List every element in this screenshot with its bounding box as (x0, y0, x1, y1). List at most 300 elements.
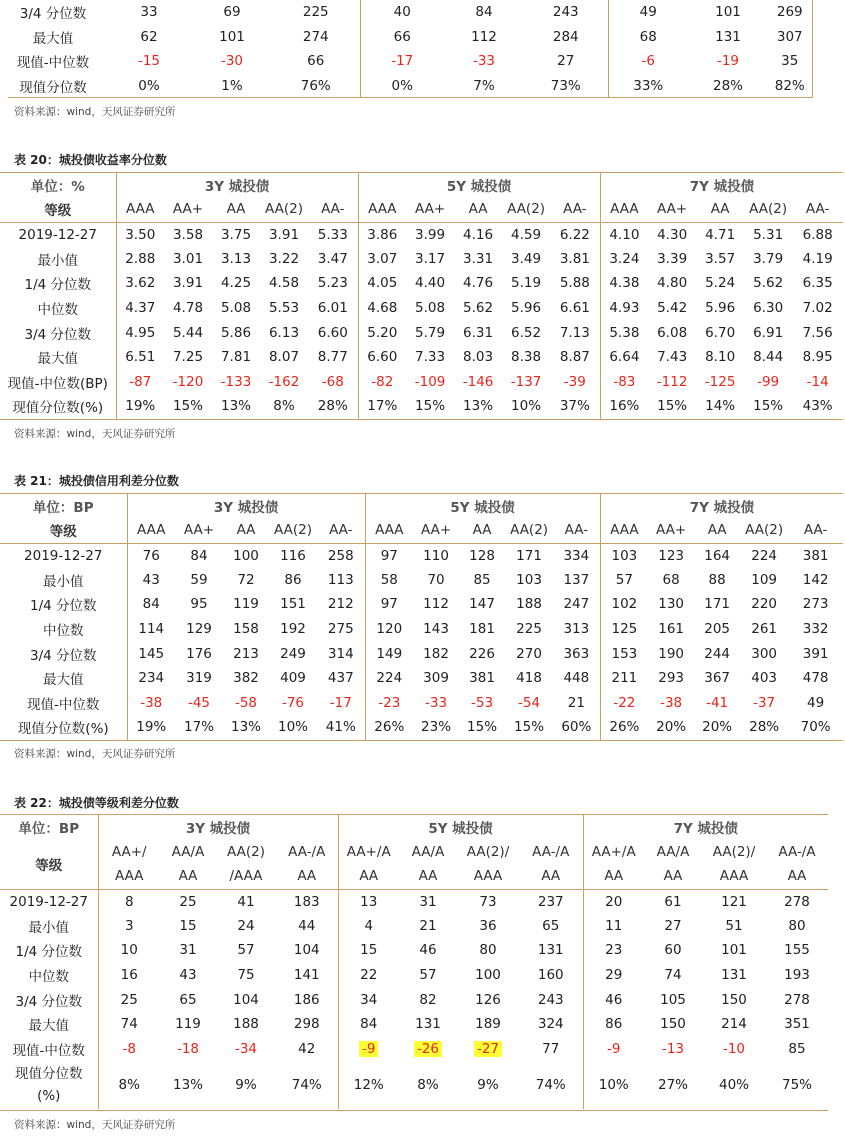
grade-header: AA- (317, 518, 365, 543)
table-cell: 131 (715, 28, 741, 45)
group-header: 7Y 城投债 (600, 493, 843, 518)
row-label: 现值分位数(%) (12, 400, 104, 417)
grade-header: AA (694, 518, 740, 543)
grade-header: AA (766, 864, 828, 889)
table-cell: -83 (600, 370, 648, 395)
table-cell: 258 (327, 547, 354, 564)
table-cell: 226 (469, 645, 495, 662)
table-cell: 6.60 (317, 324, 348, 341)
table-cell: 57 (237, 942, 255, 959)
table-cell: 82% (774, 77, 805, 94)
table-row (0, 271, 843, 296)
row-label: 2019-12-27 (9, 893, 88, 910)
table-cell: -18 (176, 1040, 200, 1057)
group-header: 3Y 城投债 (98, 814, 338, 839)
table-cell: 15 (179, 917, 197, 934)
table-cell: 66 (360, 25, 444, 50)
row-label: 2019-12-27 (18, 226, 97, 243)
group-header: 5Y 城投债 (365, 493, 600, 518)
grade-header: AA/A (656, 843, 690, 860)
row-label: 现值-中位数(BP) (7, 375, 108, 392)
table-cell: 5.88 (559, 275, 590, 292)
grade-label: 等级 (0, 518, 127, 543)
table-cell: 5.20 (358, 320, 406, 345)
group-header: 7Y 城投债 (583, 814, 828, 839)
grade-header: AA(2) (502, 197, 550, 222)
table-cell: 5.33 (317, 226, 348, 243)
row-label: 最大值 (37, 351, 78, 368)
grade-header: AA(2)/ (466, 843, 510, 860)
table-cell: -68 (321, 373, 344, 390)
table-cell: 0% (360, 74, 444, 99)
table-cell: 3.58 (172, 226, 204, 243)
grade-header: AA(2) (740, 518, 788, 543)
table-cell: 84 (127, 592, 175, 617)
table-cell: 113 (327, 571, 354, 588)
table-cell (338, 1037, 399, 1062)
table-cell: 23 (583, 938, 644, 963)
table-cell: 26% (365, 715, 413, 740)
table-cell: 8% (417, 1077, 439, 1094)
table-cell: 224 (365, 666, 413, 691)
table-cell: 73% (550, 77, 581, 94)
table-cell: 381 (469, 670, 495, 687)
table-cell: 123 (658, 547, 685, 564)
table-cell: 131 (415, 1016, 441, 1033)
table-cell: 7.56 (802, 324, 833, 341)
table-cell: 15% (514, 719, 545, 736)
table-row (0, 617, 843, 642)
table-row (0, 1061, 828, 1109)
table-cell: -37 (753, 694, 776, 711)
table-cell: 112 (471, 28, 497, 45)
table-cell: 332 (802, 621, 829, 638)
table-cell: 85 (788, 1040, 806, 1057)
top-partial-table (0, 0, 812, 98)
table-cell: 3.22 (268, 250, 300, 267)
table-cell: -13 (661, 1040, 685, 1057)
table-cell: 7.25 (172, 349, 204, 366)
table-cell: 182 (423, 645, 449, 662)
table-cell: 4.71 (705, 226, 736, 243)
unit-label: 单位：BP (18, 820, 80, 837)
table-cell: 12% (338, 1061, 399, 1109)
table-cell: 141 (293, 967, 320, 984)
table-cell: 125 (600, 617, 648, 642)
table-cell: 21 (419, 917, 437, 934)
table-cell: 298 (293, 1016, 320, 1033)
table-cell: 57 (419, 967, 437, 984)
grade-header-row-1 (0, 839, 828, 864)
table-cell: 28% (317, 398, 348, 415)
table-cell: 6.91 (753, 324, 784, 341)
table-cell: 188 (233, 1016, 259, 1033)
grade-header: AA- (792, 197, 843, 222)
table-cell: 319 (186, 670, 212, 687)
table-cell: 313 (563, 621, 590, 638)
grade-label: 等级 (0, 197, 116, 222)
table-cell: 15% (753, 398, 784, 415)
grade-header: AAA (358, 197, 406, 222)
table-cell: 193 (784, 967, 810, 984)
table-cell: 61 (664, 893, 682, 910)
table-cell: 126 (475, 991, 501, 1008)
table-cell: 6.08 (657, 324, 688, 341)
table-cell: 101 (715, 4, 741, 21)
table-bottom-rule (0, 419, 843, 420)
grade-header: AAA (457, 864, 519, 889)
table-cell: 3.86 (358, 222, 406, 247)
table-cell: 129 (186, 621, 212, 638)
table-cell: 13% (172, 1077, 203, 1094)
table-row (0, 1012, 828, 1037)
grade-header: AAA (365, 518, 413, 543)
table-cell: 274 (302, 28, 329, 45)
grade-header: AAA (98, 864, 160, 889)
table-row (0, 394, 843, 419)
table20-section (0, 172, 843, 419)
table-title: 表 22：城投债等级利差分位数 (14, 796, 179, 810)
table-cell: 307 (776, 28, 803, 45)
table22-section (0, 814, 828, 1109)
table-cell: 3.91 (172, 275, 204, 292)
table-cell: -38 (127, 691, 175, 716)
row-label: 1/4 分位数 (24, 277, 92, 294)
table-cell: 145 (127, 641, 175, 666)
table-cell: 284 (552, 28, 579, 45)
table-cell: 478 (802, 670, 829, 687)
table-cell: 4.76 (463, 275, 494, 292)
table-row (0, 938, 828, 963)
grade-header: AA (459, 518, 505, 543)
table-cell: 8% (98, 1061, 160, 1109)
table-cell: 49 (807, 694, 825, 711)
table-cell: 0% (138, 77, 160, 94)
table-cell: -38 (660, 694, 683, 711)
table-cell: 382 (233, 670, 259, 687)
row-label: 中位数 (37, 302, 78, 319)
table-cell: 100 (233, 547, 259, 564)
table-cell: 153 (600, 641, 648, 666)
table-cell: 80 (788, 917, 806, 934)
table-cell: 27 (664, 917, 682, 934)
table-cell: 10% (583, 1061, 644, 1109)
table-row (0, 1037, 828, 1062)
table-cell: 82 (419, 991, 437, 1008)
table-cell: -17 (329, 694, 352, 711)
table-cell: 72 (237, 571, 255, 588)
table-title: 表 20：城投债收益率分位数 (14, 153, 167, 167)
table-cell: 104 (233, 991, 259, 1008)
table-cell: -34 (234, 1040, 258, 1057)
table-cell: 114 (127, 617, 175, 642)
table-cell: 4.40 (415, 275, 446, 292)
table-cell: 57 (600, 568, 648, 593)
table-cell: 6.64 (600, 345, 648, 370)
grade-header: AA(2) (505, 518, 553, 543)
table-cell: 4.30 (657, 226, 688, 243)
table-cell: 10% (511, 398, 542, 415)
table-cell (457, 1037, 519, 1062)
row-label-line: 现值分位数 (15, 1066, 83, 1083)
table-cell: 4.37 (116, 296, 164, 321)
source-note: 资料来源：wind，天风证券研究所 (14, 1119, 176, 1131)
table-cell: 100 (475, 967, 501, 984)
table-cell: 5.96 (511, 300, 542, 317)
table-cell: 2.88 (116, 247, 164, 272)
table-cell: 4.95 (116, 320, 164, 345)
table-row (0, 296, 843, 321)
table-cell: 46 (583, 987, 644, 1012)
table20 (0, 172, 843, 419)
table-cell: 6.13 (268, 324, 300, 341)
grade-header: AA+/A (338, 839, 399, 864)
table-cell: 224 (751, 547, 778, 564)
table-cell: -6 (608, 49, 688, 74)
row-label: 最小值 (28, 919, 69, 936)
table-row (0, 987, 828, 1012)
table-cell: 80 (479, 942, 497, 959)
table-cell: 42 (298, 1040, 316, 1057)
table-cell (399, 1037, 457, 1062)
table-cell: -30 (220, 53, 244, 70)
table-cell: 20% (702, 719, 733, 736)
table-cell: 3.79 (753, 250, 784, 267)
table-cell: 150 (660, 1016, 686, 1033)
table-cell: 3.13 (220, 250, 252, 267)
row-label: 3/4 分位数 (15, 993, 83, 1010)
table-cell: 86 (583, 1012, 644, 1037)
group-header-row (0, 814, 828, 839)
table-cell: 11 (583, 914, 644, 939)
table-cell: 49 (608, 0, 688, 25)
table-cell: 65 (542, 917, 560, 934)
table-cell: 188 (516, 596, 542, 613)
table-cell: 4.59 (511, 226, 542, 243)
table-cell: 3.31 (463, 250, 494, 267)
table-row (0, 0, 812, 25)
table-cell: 6.35 (802, 275, 833, 292)
grade-header: AA+ (406, 197, 454, 222)
table-top-rule (0, 814, 828, 815)
table-cell: 5.62 (753, 275, 784, 292)
table-cell: 171 (704, 596, 731, 613)
table-cell: 119 (233, 596, 259, 613)
table-cell: 40% (718, 1077, 749, 1094)
grade-header: AA- (788, 518, 843, 543)
grade-header: AA-/A (778, 843, 816, 860)
table-cell: -8 (98, 1037, 160, 1062)
table-cell: 3.24 (600, 247, 648, 272)
table-cell: 158 (233, 621, 259, 638)
table-cell: 8% (273, 398, 295, 415)
table-cell: 151 (280, 596, 306, 613)
table-cell: 44 (298, 917, 316, 934)
group-header: 3Y 城投债 (116, 172, 358, 197)
table-cell: -125 (704, 373, 736, 390)
row-label: 中位数 (28, 969, 69, 986)
table-cell: 363 (563, 645, 590, 662)
table-cell: 20% (656, 719, 687, 736)
table-cell: 74% (535, 1077, 566, 1094)
table-row (0, 345, 843, 370)
grade-header: AAA (600, 518, 648, 543)
grade-header: AA(2) (744, 197, 792, 222)
table-cell: 14% (705, 398, 736, 415)
table-cell: 31 (419, 893, 437, 910)
table-cell: -45 (187, 694, 211, 711)
grade-header: AA (519, 864, 583, 889)
table-cell: 68 (608, 25, 688, 50)
table-cell: 43 (179, 967, 197, 984)
table-cell: 110 (423, 547, 449, 564)
table-cell: 186 (293, 991, 320, 1008)
table-cell: 171 (516, 547, 542, 564)
table-cell: 13 (338, 889, 399, 914)
unit-label: 单位：% (30, 178, 85, 195)
table-cell: 31 (179, 942, 197, 959)
table-cell: 25 (179, 893, 197, 910)
table-row (0, 914, 828, 939)
table-bottom-rule (0, 740, 843, 741)
table-cell: 97 (365, 592, 413, 617)
table-cell: -33 (425, 694, 448, 711)
grade-label: 等级 (0, 839, 98, 889)
row-label-line: (%) (37, 1088, 61, 1105)
table-cell: 4 (338, 914, 399, 939)
table21-section (0, 493, 843, 740)
table-cell: 19% (116, 394, 164, 419)
top-partial-table-section (0, 0, 812, 98)
table-cell: 37% (559, 398, 590, 415)
table-cell: 27 (557, 53, 575, 70)
table-cell: 261 (751, 621, 778, 638)
grade-header: AA-/A (288, 843, 326, 860)
group-header-row (0, 493, 843, 518)
table-cell: 21 (567, 694, 585, 711)
table-cell: 8.77 (317, 349, 348, 366)
table-cell: 76% (300, 77, 331, 94)
table-cell: 3 (98, 914, 160, 939)
table-cell: 84 (338, 1012, 399, 1037)
group-header: 3Y 城投债 (127, 493, 365, 518)
table-cell: 190 (658, 645, 685, 662)
table-cell: 8.44 (753, 349, 784, 366)
grade-header: AAA (702, 864, 766, 889)
table-cell: 269 (776, 4, 803, 21)
table-cell: 10% (277, 719, 308, 736)
table-cell: 131 (721, 967, 747, 984)
table-row (0, 592, 843, 617)
table-cell: 1% (221, 77, 243, 94)
grade-header: AA(2) (227, 843, 265, 860)
table-cell: -15 (137, 53, 161, 70)
table-cell: 85 (473, 571, 491, 588)
table-cell: 4.80 (657, 275, 688, 292)
grade-header: AA(2) (260, 197, 308, 222)
table-cell: 205 (704, 621, 731, 638)
table-cell: 6.60 (358, 345, 406, 370)
table-cell: 88 (708, 571, 726, 588)
table-cell: 176 (186, 645, 212, 662)
table-cell: 116 (280, 547, 306, 564)
table-cell: 309 (423, 670, 449, 687)
table-cell: 22 (338, 963, 399, 988)
table-cell: 3.50 (116, 222, 164, 247)
row-label: 最大值 (32, 30, 74, 47)
table-cell: 6.30 (753, 300, 784, 317)
table-cell: 46 (419, 942, 437, 959)
highlighted-value: -26 (414, 1041, 442, 1057)
table-cell: 143 (423, 621, 449, 638)
table-cell: 15% (415, 398, 446, 415)
table-cell: -99 (757, 373, 780, 390)
table-cell: 120 (365, 617, 413, 642)
table22 (0, 814, 828, 1109)
grade-header: AA- (308, 197, 358, 222)
table-cell: 8.95 (802, 349, 833, 366)
table-cell: 5.86 (220, 324, 252, 341)
table-cell: 3.57 (705, 250, 736, 267)
table-cell: 3.07 (358, 247, 406, 272)
table-cell: 351 (784, 1016, 810, 1033)
table-cell: 225 (516, 621, 542, 638)
table-cell: 130 (658, 596, 685, 613)
table-top-rule (0, 493, 843, 494)
table-cell: 7.13 (559, 324, 590, 341)
table-cell: 3.39 (657, 250, 688, 267)
grade-header: AA+ (648, 518, 694, 543)
table-cell: 391 (802, 645, 829, 662)
table-cell: -120 (172, 373, 204, 390)
table-cell: 112 (423, 596, 449, 613)
table-cell: 247 (563, 596, 590, 613)
table-cell: 3.49 (511, 250, 542, 267)
table-cell: 28% (712, 77, 743, 94)
table-cell: 5.19 (511, 275, 542, 292)
table-cell: 5.62 (463, 300, 494, 317)
table-cell: 4.58 (268, 275, 300, 292)
table-cell: 8.87 (559, 349, 590, 366)
grade-header: AA+ (648, 197, 696, 222)
grade-header: AA (696, 197, 744, 222)
grade-header: AA-/A (532, 843, 570, 860)
table-cell: 324 (537, 1016, 564, 1033)
table-cell: -23 (365, 691, 413, 716)
table-bottom-rule (0, 1110, 828, 1111)
table-cell: 214 (721, 1016, 747, 1033)
table-cell: 74 (98, 1012, 160, 1037)
table-cell: 4.10 (600, 222, 648, 247)
table-cell: 97 (365, 543, 413, 568)
table-cell: 403 (751, 670, 778, 687)
table-cell: 59 (190, 571, 208, 588)
table-cell: 35 (781, 53, 799, 70)
table-cell: 4.68 (358, 296, 406, 321)
table-cell: 8.03 (463, 349, 494, 366)
grade-header: AA+/A (583, 839, 644, 864)
table-cell: 68 (662, 571, 680, 588)
table-cell: 6.88 (802, 226, 833, 243)
table-row (0, 247, 843, 272)
table-cell: 409 (280, 670, 306, 687)
grade-header: AA/A (411, 843, 445, 860)
table-cell: 58 (365, 568, 413, 593)
table-cell: 5.44 (172, 324, 204, 341)
source-note: 资料来源：wind，天风证券研究所 (14, 748, 176, 760)
table-cell: 278 (784, 893, 810, 910)
table-cell: 8.38 (511, 349, 542, 366)
